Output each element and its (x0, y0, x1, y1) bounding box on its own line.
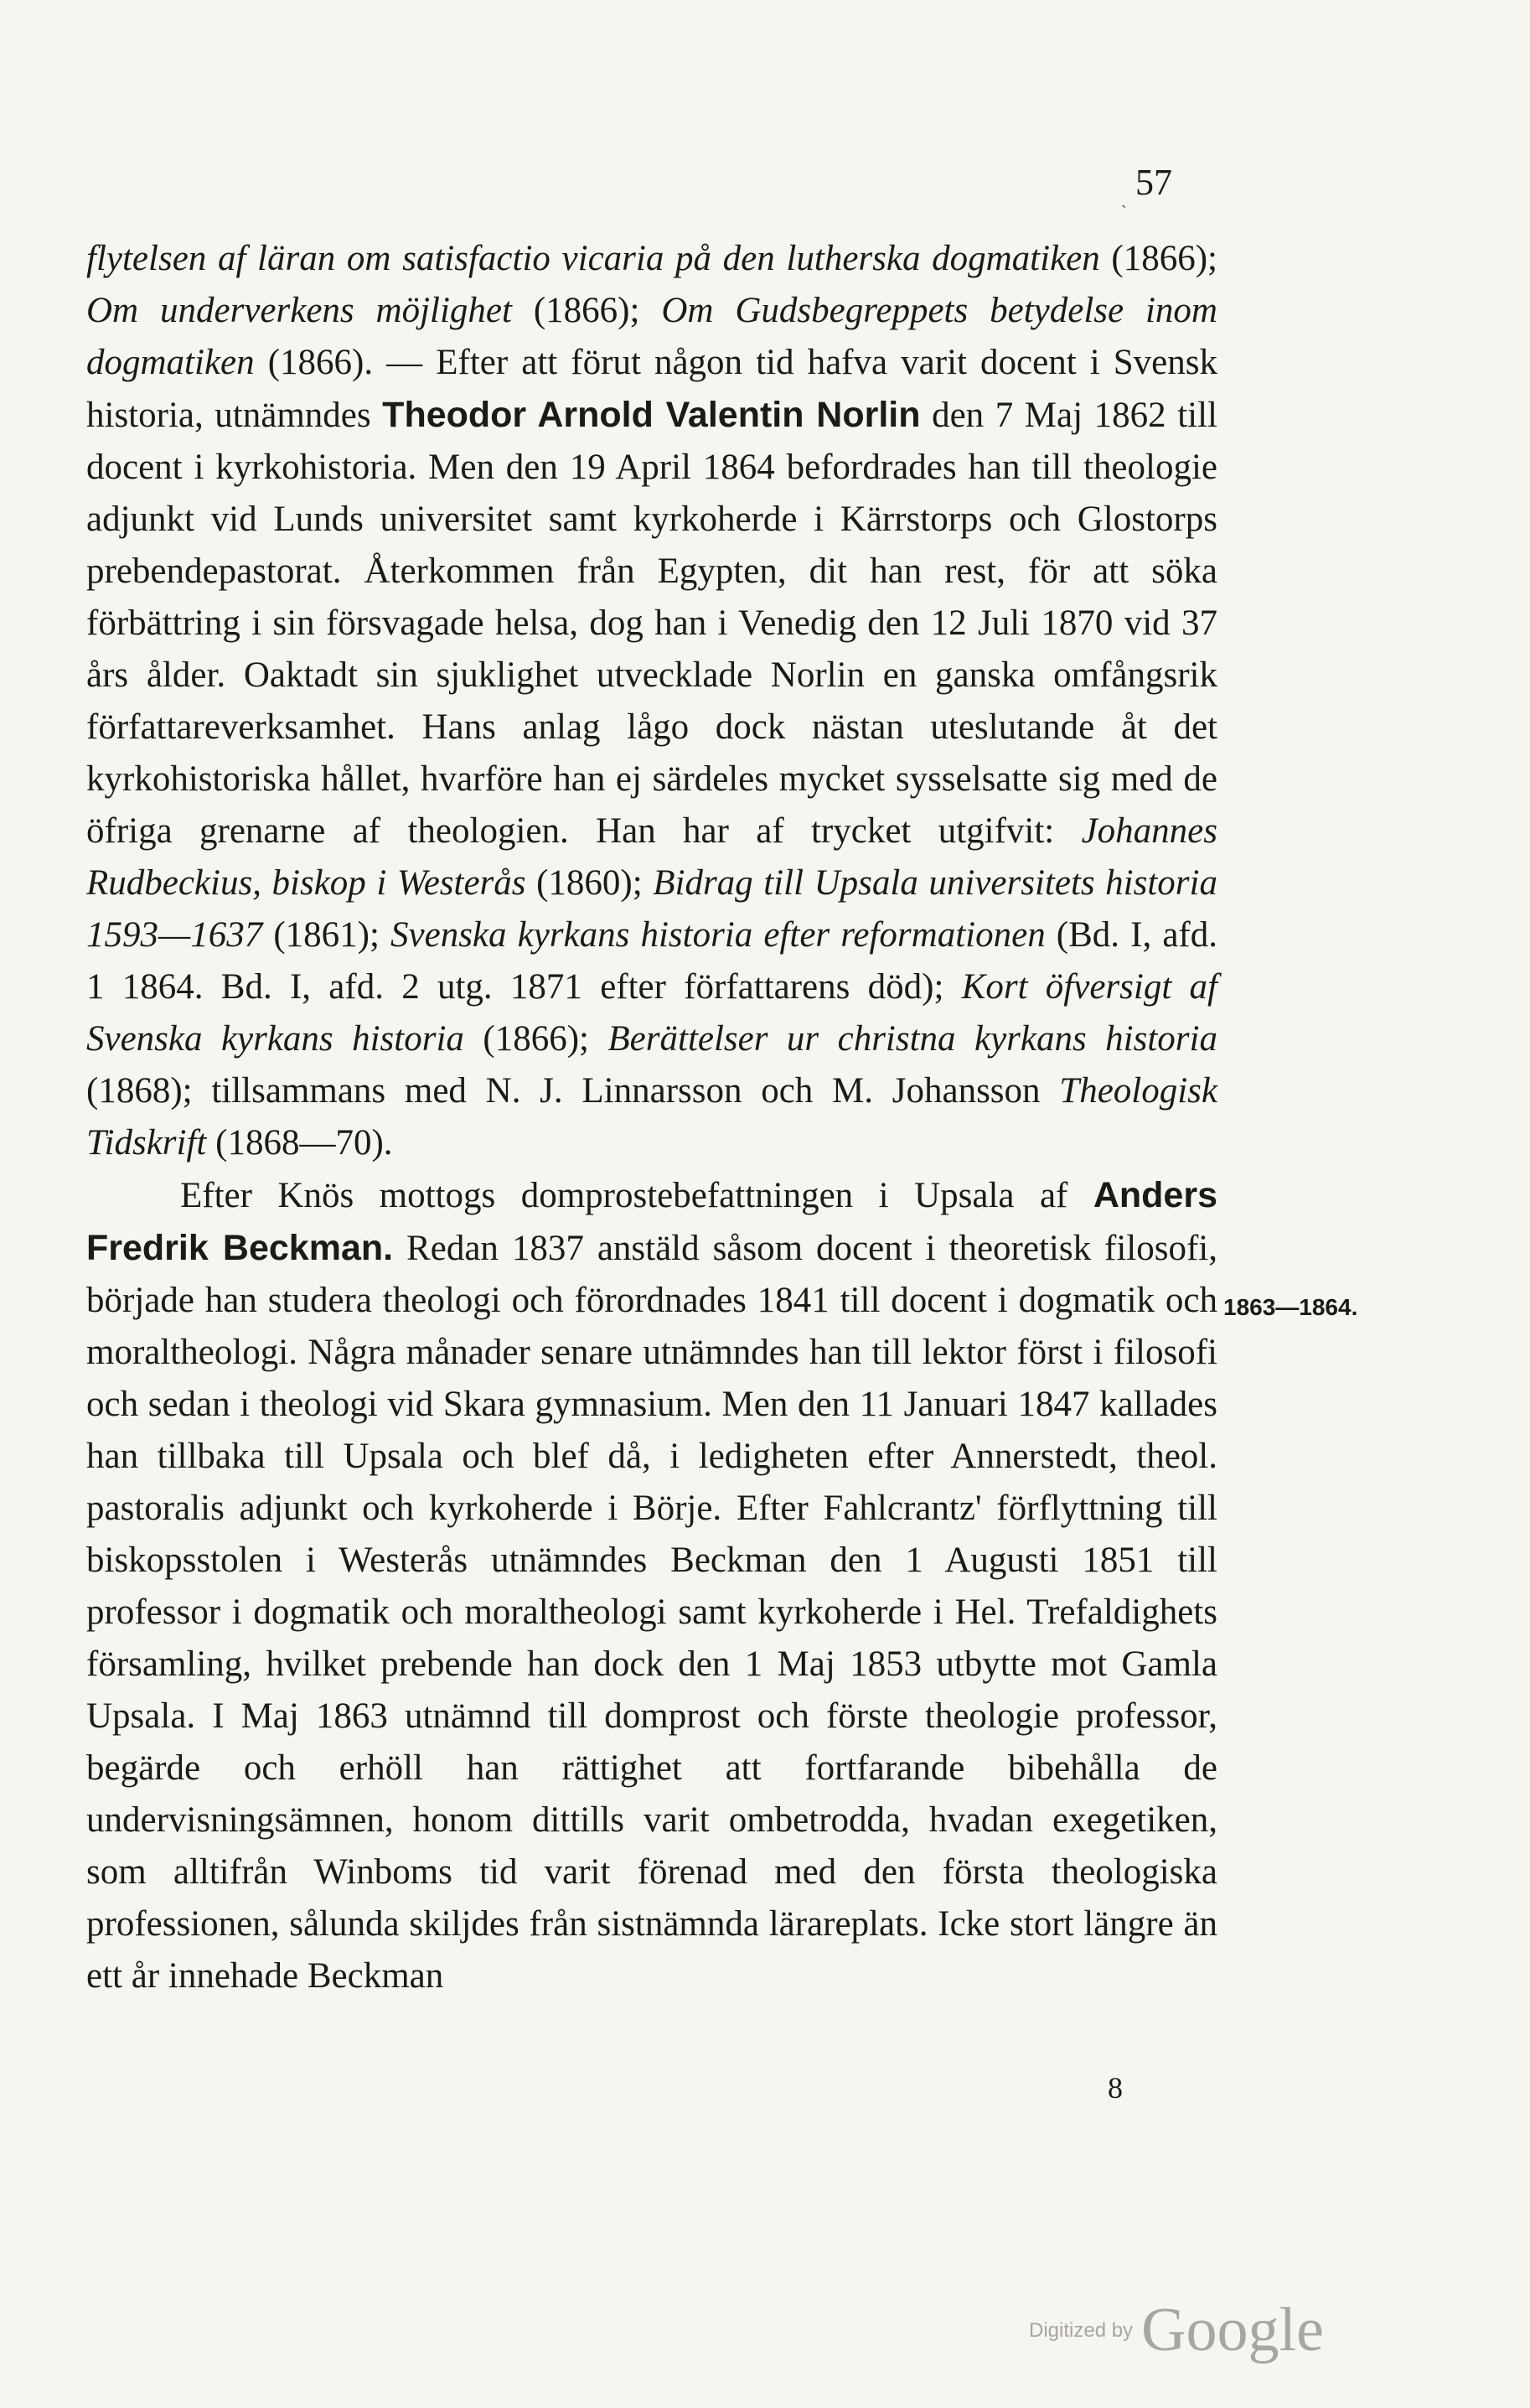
text-run: (1860); (525, 863, 654, 903)
work-title-satisfactio: flytelsen af läran om satisfactio vicaria på den lutherska dogmatiken (86, 239, 1100, 278)
work-title-underverkens: Om underverkens möjlighet (86, 291, 512, 330)
digitized-label: Digitized by (1029, 2318, 1134, 2342)
text-run: (1861); (262, 915, 391, 955)
work-title-kyrkans-historia: Svenska kyrkans historia efter reformationen (390, 915, 1046, 955)
person-name-norlin: Theodor Arnold Valentin Norlin (382, 395, 921, 435)
text-run: (1868—70). (206, 1123, 393, 1163)
margin-note-years: 1863—1864. (1223, 1294, 1358, 1320)
text-run: (Bd. I, afd. 1 1864. Bd. I, afd. 2 utg. 1871 efter författarens död); (86, 915, 1217, 1007)
text-run: (1866). — Efter att förut någon tid hafva varit docent i Svensk historia, utnämndes (86, 343, 1217, 435)
paragraph-norlin (86, 233, 1217, 1169)
text-run: (1868); tillsammans med N. J. Linnarsson och M. Johansson (86, 1071, 1060, 1111)
paragraph-beckman (86, 1169, 1217, 2002)
person-name-beckman: Anders Fredrik Beckman. (86, 1175, 1217, 1268)
print-tick-mark: ` (1121, 203, 1127, 221)
text-run: Efter Knös mottogs domprostebefattningen i Upsala af (180, 1176, 1093, 1215)
work-title-gudsbegreppets: Om Gudsbegreppets betydelse inom dogmatiken (86, 291, 1217, 382)
text-run: (1866); (463, 1019, 608, 1059)
text-run: (1866); (1099, 239, 1217, 278)
digitized-watermark (1029, 2295, 1324, 2366)
google-logo: Google (1141, 2296, 1324, 2364)
signature-mark: 8 (1108, 2071, 1123, 2105)
work-title-bidrag: Bidrag till Upsala universitets historia 1593—1637 (86, 863, 1217, 955)
work-title-rudbeckius: Johannes Rudbeckius, biskop i Westerås (86, 811, 1217, 903)
main-text (86, 233, 1217, 2002)
text-run: Redan 1837 anstäld såsom docent i theoretisk filosofi, började han studera theologi och förordnades 1841 till docent i dogmatik och moraltheologi. Några månader senare utnämndes han till lektor först i filosofi och sedan i theologi vid Skara gymnasium. Men den 11 Januari 1847 kallades han tillbaka till Upsala och blef då, i ledigheten efter Annerstedt, theol. pastoralis adjunkt och kyrkoherde i Börje. Efter Fahlcrantz' förflyttning till biskopsstolen i Westerås utnämndes Beckman den 1 Augusti 1851 till professor i dogmatik och moraltheologi samt kyrkoherde i Hel. Trefaldighets församling, hvilket prebende han dock den 1 Maj 1853 utbytte mot Gamla Upsala. I Maj 1863 utnämnd till domprost och förste theologie professor, begärde och erhöll han rättighet att fortfarande bibehålla de undervisningsämnen, honom dittills varit ombetrodda, hvadan exegetiken, som alltifrån Winboms tid varit förenad med den första theologiska professionen, sålunda skiljdes från sistnämnda lärareplats. Icke stort längre än ett år innehade Beckman (86, 1229, 1217, 1996)
text-run: den 7 Maj 1862 till docent i kyrkohistoria. Men den 19 April 1864 befordrades han till theologie adjunkt vid Lunds universitet samt kyrkoherde i Kärrstorps och Glostorps prebendepastorat. Återkommen från Egypten, dit han rest, för att söka förbättring i sin försvagade helsa, dog han i Venedig den 12 Juli 1870 vid 37 års ålder. Oaktadt sin sjuklighet utvecklade Norlin en ganska omfångsrik författareverksamhet. Hans anlag lågo dock nästan uteslutande åt det kyrkohistoriska hållet, hvarföre han ej särdeles mycket sysselsatte sig med de öfriga grenarne af theologien. Han har af trycket utgifvit: (86, 396, 1217, 851)
work-title-kort-ofversigt: Kort öfversigt af Svenska kyrkans historia (86, 967, 1217, 1059)
work-title-tidskrift: Theologisk Tidskrift (86, 1071, 1217, 1163)
page-number: 57 (1135, 162, 1172, 203)
text-run: (1866); (511, 291, 662, 330)
work-title-berattelser: Berättelser ur christna kyrkans historia (607, 1019, 1217, 1059)
